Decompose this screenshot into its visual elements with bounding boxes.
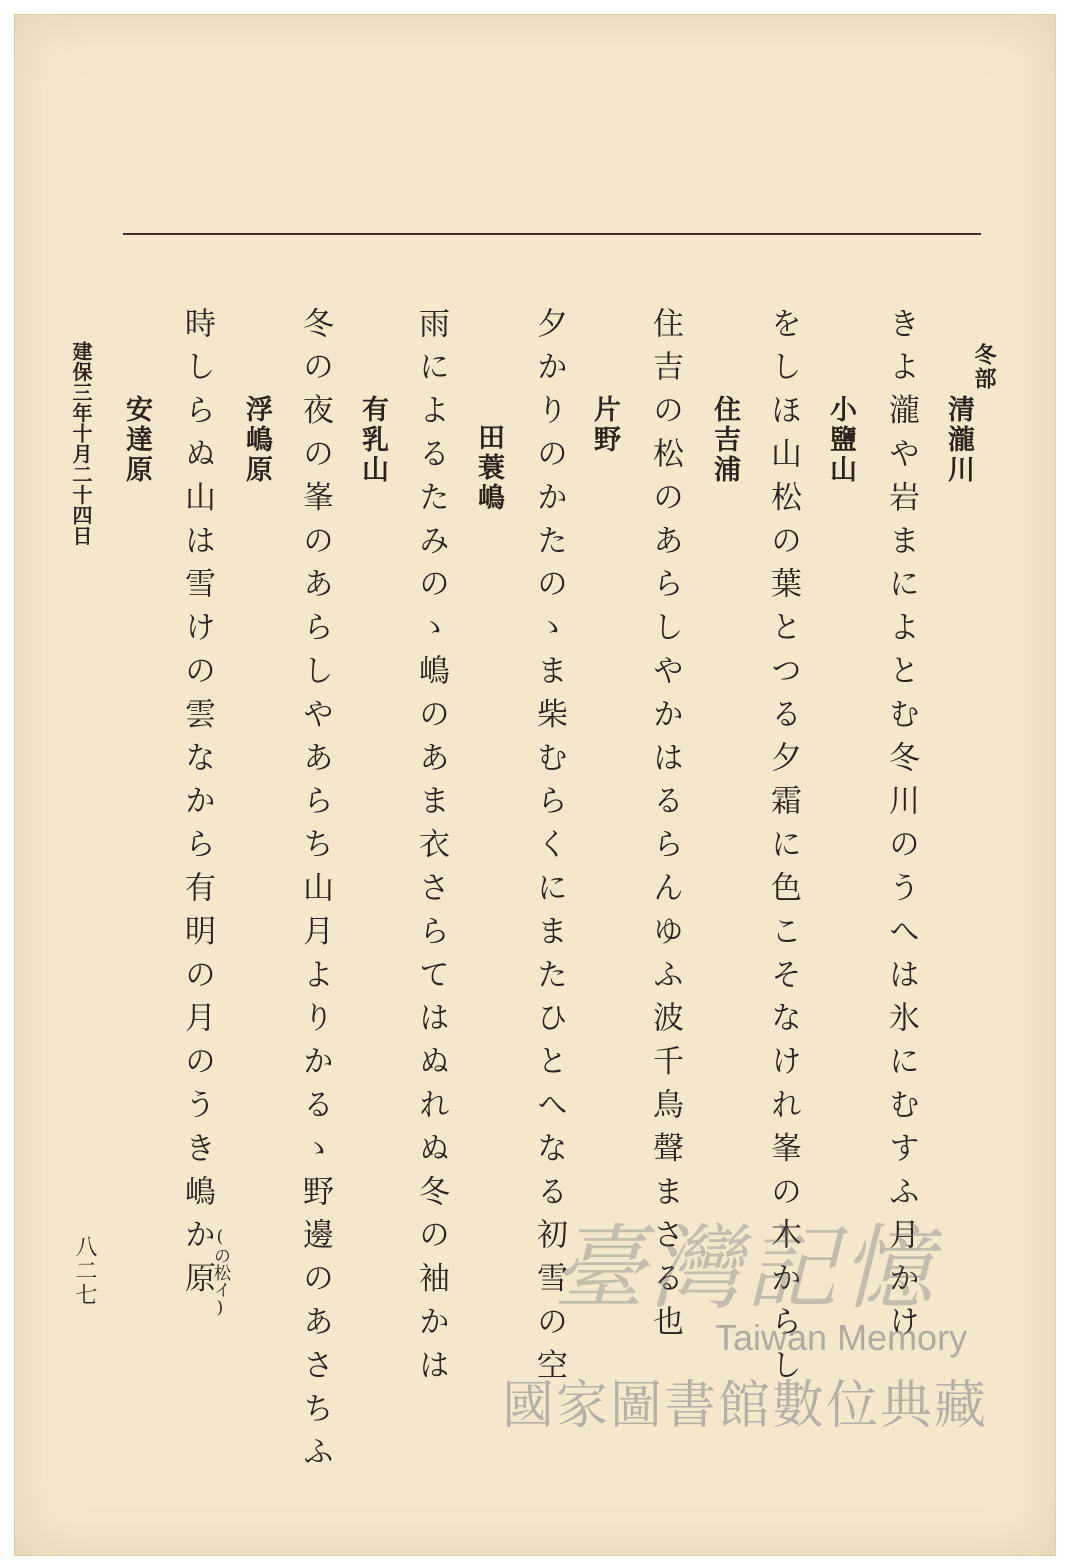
entry-title: 浮嶋原: [241, 395, 272, 485]
watermark-logo: 臺灣記憶: [552, 1215, 937, 1322]
watermark-chinese: 國家圖書館數位典藏: [501, 1376, 988, 1436]
watermark-english: Taiwan Memory: [715, 1317, 968, 1358]
page-number: 八二七: [72, 1235, 97, 1307]
header-rule: [123, 233, 981, 235]
book-page: [14, 14, 1056, 1556]
poem-line: 住吉の松のあらしやかはるらんゆふ波千鳥聲まさる也: [647, 307, 683, 1349]
watermark: [485, 1195, 1005, 1535]
entry-title: 田蓑嶋: [473, 423, 504, 513]
poem-line: 雨によるたみのゝ嶋のあま衣さらてはぬれぬ冬の袖かは: [413, 307, 449, 1392]
poem-line: 時しらぬ山は雪けの雲なから有明の月のうき嶋か原: [179, 307, 215, 1306]
entry-title: 清瀧川: [943, 395, 974, 485]
date-line: 建保三年十月二十四日: [69, 341, 93, 546]
poem-line: 夕かりのかたのゝま柴むらくにまたひとへなる初雪の空: [531, 307, 567, 1392]
entry-title: 片野: [589, 395, 620, 455]
poem-line: をしほ山松の葉とつる夕霜に色こそなけれ峯の木からし: [765, 307, 801, 1392]
entry-title: 有乳山: [357, 395, 388, 485]
entry-title: 住吉浦: [709, 395, 740, 485]
entry-title: 小鹽山: [825, 395, 856, 485]
entry-title: 安達原: [121, 395, 152, 485]
poem-line: 冬の夜の峯のあらしやあらち山月よりかるゝ野邊のあさちふ: [297, 307, 333, 1479]
poem-line: きよ瀧や岩まによとむ冬川のうへは氷にむすふ月かけ: [883, 307, 919, 1349]
variant-reading-note: (の松イ): [210, 1227, 230, 1318]
section-heading: 冬部: [971, 343, 997, 391]
